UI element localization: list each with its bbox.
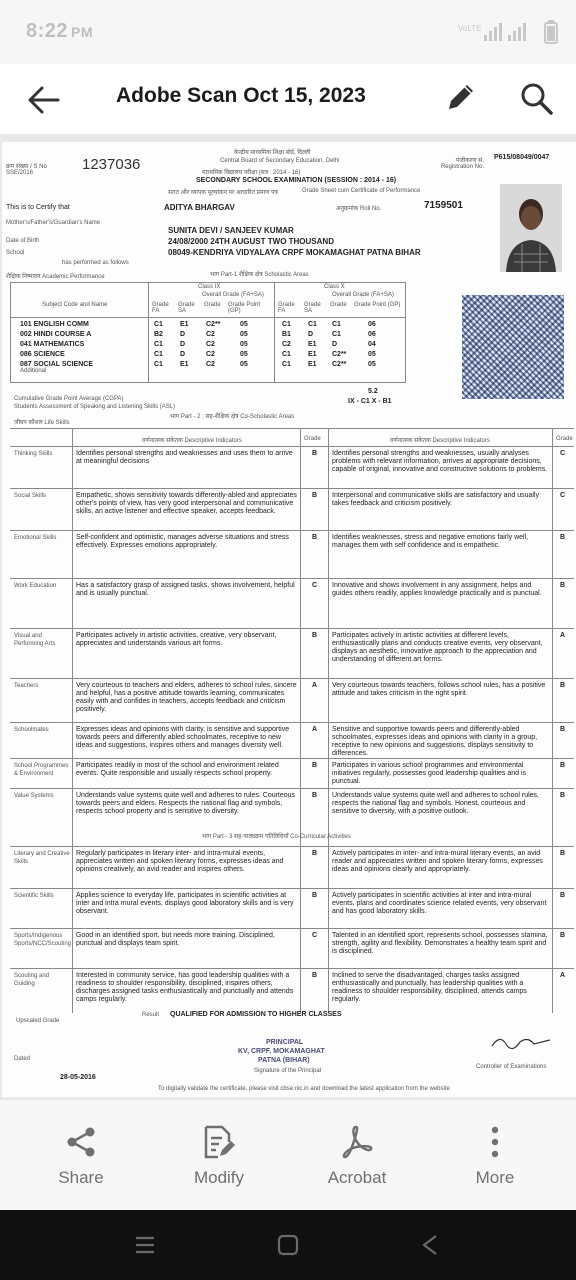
reg-number: P615/08049/0047 [494, 154, 550, 161]
reg-label: पंजीकरण सं. Registration No. [440, 158, 484, 170]
controller-label: Controller of Examinations [476, 1064, 547, 1070]
document-viewer[interactable] [0, 134, 576, 1100]
principal-city: PATNA (BIHAR) [258, 1057, 310, 1064]
grade-x: C [560, 492, 566, 499]
grade-cell: C1 [308, 321, 317, 328]
grade-cell: C2 [206, 361, 215, 368]
descriptor-ix: Participates readily in most of the school and environment related events. Quite responsible and usually respects school property. [76, 762, 279, 777]
controller-signature [490, 1032, 554, 1052]
grade-cell: C2 [206, 351, 215, 358]
overall-ix: Overall Grade (FA+SA) [202, 292, 264, 298]
skill-area: Visual and Performing Arts [14, 633, 56, 647]
part2-label: भाग Part - 2 : सह-शैक्षिक क्षेत्र Co-Scholastic Areas [170, 414, 295, 420]
descriptor-x: Understands value systems quite well and adheres to school rules, respects the national flag and symbols. Honest, courteous and sensitive to diversity, with a positive outlook. [332, 792, 539, 815]
school-value: 08049-KENDRIYA VIDYALAYA CRPF MOKAMAGHAT PATNA BIHAR [168, 248, 421, 257]
date-label: Dated [14, 1056, 31, 1062]
grade-cell: C1 [332, 321, 341, 328]
grade-x: B [560, 792, 566, 799]
grade-cell: E1 [308, 351, 317, 358]
share-button[interactable] [26, 1122, 136, 1188]
serial-number: 1237036 [82, 156, 141, 173]
grade-cell: 05 [240, 351, 248, 358]
dob-value: 24/08/2000 24TH AUGUST TWO THOUSAND [168, 237, 334, 246]
grade-header: Grade [304, 436, 321, 442]
grade-cell: 06 [368, 321, 376, 328]
asl-label: Students Assessment of Speaking and Listening Skills (ASL) [14, 404, 176, 410]
descriptor-ix: Has a satisfactory grasp of assigned tasks, shows involvement, helpful and is usually punctual. [76, 582, 295, 597]
grade-ix: B [312, 762, 318, 769]
descriptor-x: Actively participates in scientific activities at inter and intra-mural events, plans and coordinates science related events, very observant and has good laboratory skills. [332, 892, 547, 915]
grade-cell: 05 [240, 361, 248, 368]
skill-area: Thinking Skills [14, 451, 53, 457]
grade-ix: B [312, 534, 318, 541]
grade-header: Grade [556, 436, 573, 442]
descriptor-ix: Participates actively in artistic activities, creative, very observant, appreciates and understands various art forms. [76, 632, 277, 647]
grade-cell: C1 [154, 361, 163, 368]
descriptor-x: Innovative and shows involvement in any assignment, helps and guides others readily, applies knowledge practically and is punctual. [332, 582, 542, 597]
grade-cell: C2** [332, 351, 347, 358]
grade-cell: C2** [332, 361, 347, 368]
col-head: Grade [204, 302, 221, 308]
student-name: ADITYA BHARGAV [164, 203, 235, 212]
grade-cell: C1 [282, 351, 291, 358]
part3-label: भाग Part - 3 सह-पाठ्यक्रम गतिविधियाँ Co-Curricular Activities [202, 834, 351, 840]
grade-x: B [560, 534, 566, 541]
serial-label: क्रम संख्या / S No SSE/2016 [6, 164, 47, 176]
descriptor-x: Participates actively in artistic activities at different levels, enthusiastically plans and conducts creative events, very observant, displays an aesthetic, innovative approach to the appreciation and understanding of different art forms. [332, 632, 543, 663]
roll-label: अनुक्रमांक Roll No. [336, 206, 382, 212]
additional-label: Additional [20, 368, 47, 374]
share-label: Share [58, 1168, 104, 1187]
subject-name: 101 ENGLISH COMM [20, 321, 89, 328]
class9-header: Class IX [198, 284, 221, 290]
descriptor-ix: Good in an identified sport, but needs more training. Disciplined, punctual and displays team spirit. [76, 932, 275, 947]
grade-cell: E1 [180, 321, 189, 328]
part1-label: भाग Part-1 शैक्षिक क्षेत्र Scholastic Areas [210, 272, 309, 278]
recent-apps-icon[interactable] [134, 1234, 156, 1256]
descriptor-ix: Expresses ideas and opinions with clarity, is sensitive and supportive towards peers and differently abled schoolmates, receptive to new ideas and suggestions, inspires others and manages diversity well. [76, 726, 290, 749]
col-head: Grade Point (GP) [228, 302, 261, 314]
grade-cell: C1 [282, 361, 291, 368]
grade-cell: 05 [368, 351, 376, 358]
grade-cell: D [180, 351, 186, 358]
grade-cell: C1 [154, 321, 163, 328]
descriptor-x: Talented in an identified sport, represents school, possesses stamina, strength, agility and flexibility. Demonstrates a healthy team spirit and is disciplined. [332, 932, 548, 955]
result-label: Result [142, 1012, 160, 1018]
share-icon [64, 1125, 98, 1159]
back-nav-icon[interactable] [420, 1234, 440, 1256]
overall-x: Overall Grade (FA+SA) [332, 292, 394, 298]
life-skills-label: जीवन कौशल Life Skills [14, 420, 70, 426]
grade-x: A [560, 972, 566, 979]
board-name: Central Board of Secondary Education, Delhi [220, 158, 340, 164]
descriptor-x: Actively participates in inter- and intra-mural literary events, an avid reader and appreciates written and spoken literary forms, expresses ideas and opinions clearly and appropriately. [332, 850, 543, 873]
more-button[interactable] [440, 1122, 550, 1188]
upscaled-label: Upscaled Grade [16, 1018, 60, 1024]
student-photo [500, 184, 562, 272]
acrobat-icon [339, 1124, 375, 1160]
descriptor-x: Interpersonal and communicative skills are satisfactory and usually takes feedback and criticism positively. [332, 492, 539, 507]
grade-cell: D [180, 341, 186, 348]
grade-cell: E1 [308, 361, 317, 368]
home-icon[interactable] [277, 1234, 299, 1256]
grade-x: A [560, 632, 566, 639]
cgpa-label: Cumulative Grade Point Average (CGPA) [14, 396, 124, 402]
grade-cell: D [180, 331, 186, 338]
grade-x: B [560, 932, 566, 939]
desc-ix-header: वर्णनात्मक संकेतक Descriptive Indicators [142, 438, 242, 444]
principal-school: KV, CRPF, MOKAMAGHAT [238, 1048, 325, 1055]
col-head: Grade SA [178, 302, 195, 314]
subject-name: 041 MATHEMATICS [20, 341, 85, 348]
subject-header: Subject Code and Name [42, 302, 108, 308]
descriptor-ix: Interested in community service, has good leadership qualities with a readiness to shoulder responsibility, disciplined, inspires others, discharges assigned tasks enthusiastically and punctually and attends camps regularly. [76, 972, 294, 1003]
descriptor-ix: Identifies personal strengths and weaknesses and uses them to arrive at meaningful decisions [76, 450, 293, 465]
skill-area: School Programmes & Environment [14, 763, 69, 777]
cert-hindi: सतत और व्यापक मूल्यांकन पर आधारित प्रमाण पत्र [168, 190, 278, 196]
skill-area: Literary and Creative Skills [14, 851, 70, 865]
grade-ix: B [312, 972, 318, 979]
descriptor-x: Identifies weaknesses, stress and negative emotions fairly well, manages them with self confidence and is empathetic. [332, 534, 529, 549]
roll-number: 7159501 [424, 200, 463, 211]
document-title: Adobe Scan Oct 15, 2023 [116, 84, 366, 107]
principal-title: PRINCIPAL [266, 1039, 304, 1046]
validate-note: To digitally validate the certificate, please visit cbse.nic.in and download the latest application from the website [158, 1086, 450, 1092]
cert-name: Grade Sheet cum Certificate of Performance [302, 188, 421, 194]
status-bar [0, 0, 576, 64]
skill-area: Schoolmates [14, 727, 49, 733]
skill-area: Social Skills [14, 493, 47, 499]
edit-pencil-icon[interactable] [444, 80, 478, 114]
grade-ix: B [312, 450, 318, 457]
grade-x: B [560, 726, 566, 733]
acrobat-button[interactable] [302, 1122, 412, 1188]
system-navigation-bar [0, 1210, 576, 1280]
grade-cell: D [308, 331, 314, 338]
grade-ix: C [312, 582, 318, 589]
grade-x: B [560, 850, 566, 857]
student-photo-image [500, 184, 562, 272]
back-arrow-icon[interactable] [24, 80, 64, 120]
grade-ix: B [312, 632, 318, 639]
grade-ix: B [312, 792, 318, 799]
descriptor-ix: Regularly participates in literary inter- and intra-mural events, appreciates written and spoken literary forms, expresses ideas and opinions creatively, an avid reader and inspires others. [76, 850, 284, 873]
grade-cell: C2** [206, 321, 221, 328]
descriptor-x: Participates in various school programmes and environmental initiatives regularly, possesses good leadership qualities and is punctual. [332, 762, 527, 785]
skill-area: Scientific Skills [14, 893, 54, 899]
col-head: Grade Point (GP) [354, 302, 401, 308]
grade-x: B [560, 582, 566, 589]
descriptor-ix: Very courteous to teachers and elders, adheres to school rules, sincere and helpful, has a positive attitude towards learning, communicates easily with and confides in teachers, accepts feedback and criticism positively. [76, 682, 297, 713]
grade-cell: C1 [282, 321, 291, 328]
asl-value: IX - C1 X - B1 [348, 398, 392, 405]
grade-cell: C2 [282, 341, 291, 348]
skill-area: Scouting and Guiding [14, 973, 50, 987]
board-hindi: केन्द्रीय माध्यमिक शिक्षा बोर्ड, दिल्ली [234, 150, 311, 156]
school-label: School [6, 250, 25, 256]
grade-cell: E1 [180, 361, 189, 368]
modify-icon [202, 1124, 236, 1160]
grade-x: B [560, 682, 566, 689]
grade-x: C [560, 450, 566, 457]
descriptor-ix: Understands value systems quite well and adheres to rules. Courteous towards peers and elders. Respects the national flag and symbols, respects school property and is sensitive to diversity. [76, 792, 296, 815]
skill-area: Value Systems [14, 793, 54, 799]
grade-cell: 04 [368, 341, 376, 348]
descriptor-x: Sensitive and supportive towards peers and differently-abled schoolmates, expresses ideas and opinions with clarity in a group, receptive to new opinions and suggestions, displays sensitivity to differences. [332, 726, 538, 757]
dob-label: Date of Birth [6, 238, 40, 244]
grade-cell: B2 [154, 331, 163, 338]
qr-code [462, 295, 564, 399]
class10-header: Class X [324, 284, 345, 290]
descriptor-x: Identifies personal strengths and weaknesses, usually analyses problems with relevant information, arrives at appropriate decisions, capable of original, innovative and constructive solutions to problems. [332, 450, 548, 473]
signal-icon [458, 21, 538, 43]
grade-cell: D [332, 341, 338, 348]
status-icons [458, 20, 558, 44]
bottom-action-bar [0, 1100, 576, 1210]
grade-ix: A [312, 726, 318, 733]
subject-name: 002 HINDI COURSE A [20, 331, 92, 338]
col-head: Grade FA [152, 302, 169, 314]
descriptor-x: Very courteous towards teachers, follows school rules, has a positive attitude and takes criticism in the right spirit. [332, 682, 546, 697]
scanned-certificate [2, 142, 576, 1097]
battery-icon [544, 20, 558, 44]
descriptor-ix: Applies science to everyday life, participates in scientific activities at inter and intra mural events, displays good laboratory skills and is very observant. [76, 892, 294, 915]
skill-area: Sports/Indigenous Sports/NCC/Scouting [14, 933, 72, 947]
subject-name: 086 SCIENCE [20, 351, 65, 358]
grade-cell: 05 [240, 321, 248, 328]
col-head: Grade [330, 302, 347, 308]
certify-label: This is to Certify that [6, 204, 70, 211]
grade-cell: B1 [282, 331, 291, 338]
desc-x-header: वर्णनात्मक संकेतक Descriptive Indicators [390, 438, 490, 444]
grade-cell: 05 [240, 331, 248, 338]
grade-ix: A [312, 682, 318, 689]
grade-cell: C1 [154, 351, 163, 358]
grade-cell: C1 [154, 341, 163, 348]
acrobat-label: Acrobat [327, 1168, 387, 1187]
skill-area: Teachers [14, 683, 39, 689]
status-time: 8:22 PM [26, 20, 94, 42]
date-value: 28-05-2016 [60, 1074, 96, 1081]
grade-cell: E1 [308, 341, 317, 348]
exam-hindi: माध्यमिक विद्यालय परीक्षा (सत्र : 2014 - 16) [202, 170, 301, 176]
skill-area: Emotional Skills [14, 535, 57, 541]
more-label: More [475, 1168, 515, 1187]
modify-button[interactable] [164, 1122, 274, 1188]
grade-ix: C [312, 932, 318, 939]
col-head: Grade FA [278, 302, 295, 314]
grade-x: B [560, 892, 566, 899]
parents-name: SUNITA DEVI / SANJEEV KUMAR [168, 226, 294, 235]
search-icon[interactable] [518, 80, 554, 116]
col-head: Grade SA [304, 302, 321, 314]
app-bar [0, 64, 576, 134]
grade-cell: C2 [206, 331, 215, 338]
grade-ix: B [312, 850, 318, 857]
grade-cell: C2 [206, 341, 215, 348]
parents-label: Mother's/Father's/Guardian's Name [6, 220, 101, 226]
grade-cell: C1 [332, 331, 341, 338]
more-icon [490, 1125, 500, 1159]
cgpa-value: 5.2 [368, 388, 378, 395]
descriptor-x: Inclined to serve the disadvantaged, charges tasks assigned enthusiastically and punctually, has leadership qualities with a readiness to shoulder responsibility, disciplined, attends camps regularly. [332, 972, 527, 1003]
grade-x: B [560, 762, 566, 769]
grade-ix: B [312, 892, 318, 899]
subject-name: 087 SOCIAL SCIENCE [20, 361, 94, 368]
result-value: QUALIFIED FOR ADMISSION TO HIGHER CLASSES [170, 1011, 342, 1018]
descriptor-ix: Empathetic, shows sensitivity towards differently-abled and appreciates other's points of view, has very good interpersonal and communicative skills, an active listener and effective speaker, accepts feedback. [76, 492, 297, 515]
academic-label: शैक्षिक निष्पादन Academic Performance [6, 274, 105, 280]
grade-cell: 05 [240, 341, 248, 348]
grade-cell: 05 [368, 361, 376, 368]
descriptor-ix: Self-confident and optimistic, manages adverse situations and stress effectively. Expresses emotions appropriately. [76, 534, 289, 549]
performed-text: has performed as follows [62, 260, 129, 266]
modify-label: Modify [193, 1168, 245, 1187]
exam-name: SECONDARY SCHOOL EXAMINATION (SESSION : 2014 - 16) [196, 177, 397, 184]
svg-text:VoLTE: VoLTE [458, 24, 482, 33]
skill-area: Work Education [14, 583, 57, 589]
grade-cell: 06 [368, 331, 376, 338]
grade-ix: B [312, 492, 318, 499]
principal-signature-label: Signature of the Principal [254, 1068, 322, 1074]
